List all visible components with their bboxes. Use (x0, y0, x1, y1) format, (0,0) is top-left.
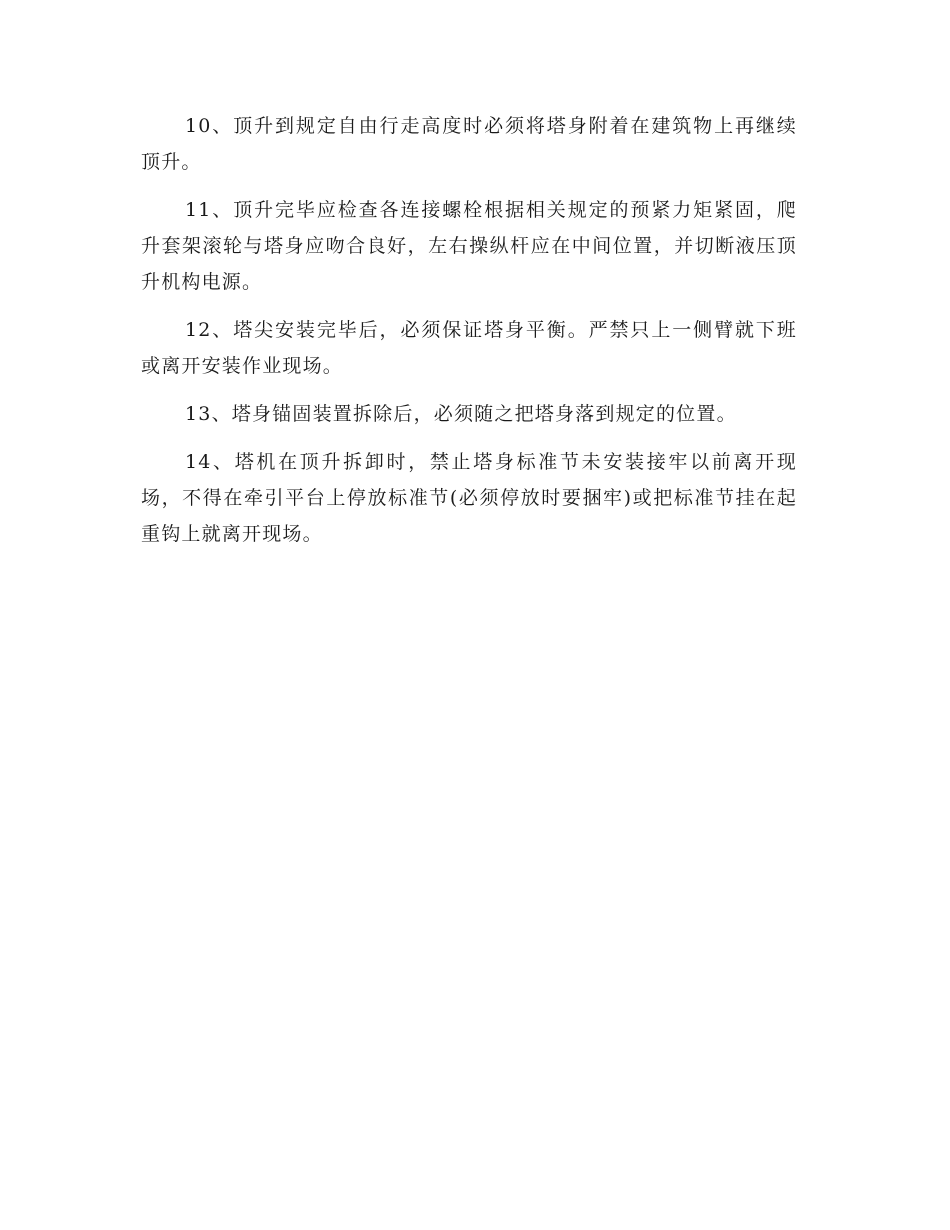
paragraph-11: 11、顶升完毕应检查各连接螺栓根据相关规定的预紧力矩紧固，爬升套架滚轮与塔身应吻合良好，左右操纵杆应在中间位置，并切断液压顶升机构电源。 (141, 199, 797, 293)
paragraph-12: 12、塔尖安装完毕后，必须保证塔身平衡。严禁只上一侧臂就下班或离开安装作业现场。 (141, 319, 797, 377)
paragraph-10: 10、顶升到规定自由行走高度时必须将塔身附着在建筑物上再继续顶升。 (141, 115, 797, 173)
paragraph-14: 14、塔机在顶升拆卸时，禁止塔身标准节未安装接牢以前离开现场，不得在牵引平台上停放标准节(必须停放时要捆牢)或把标准节挂在起重钩上就离开现场。 (141, 451, 797, 545)
paragraph-13: 13、塔身锚固装置拆除后，必须随之把塔身落到规定的位置。 (185, 403, 737, 425)
document-body (141, 108, 797, 564)
